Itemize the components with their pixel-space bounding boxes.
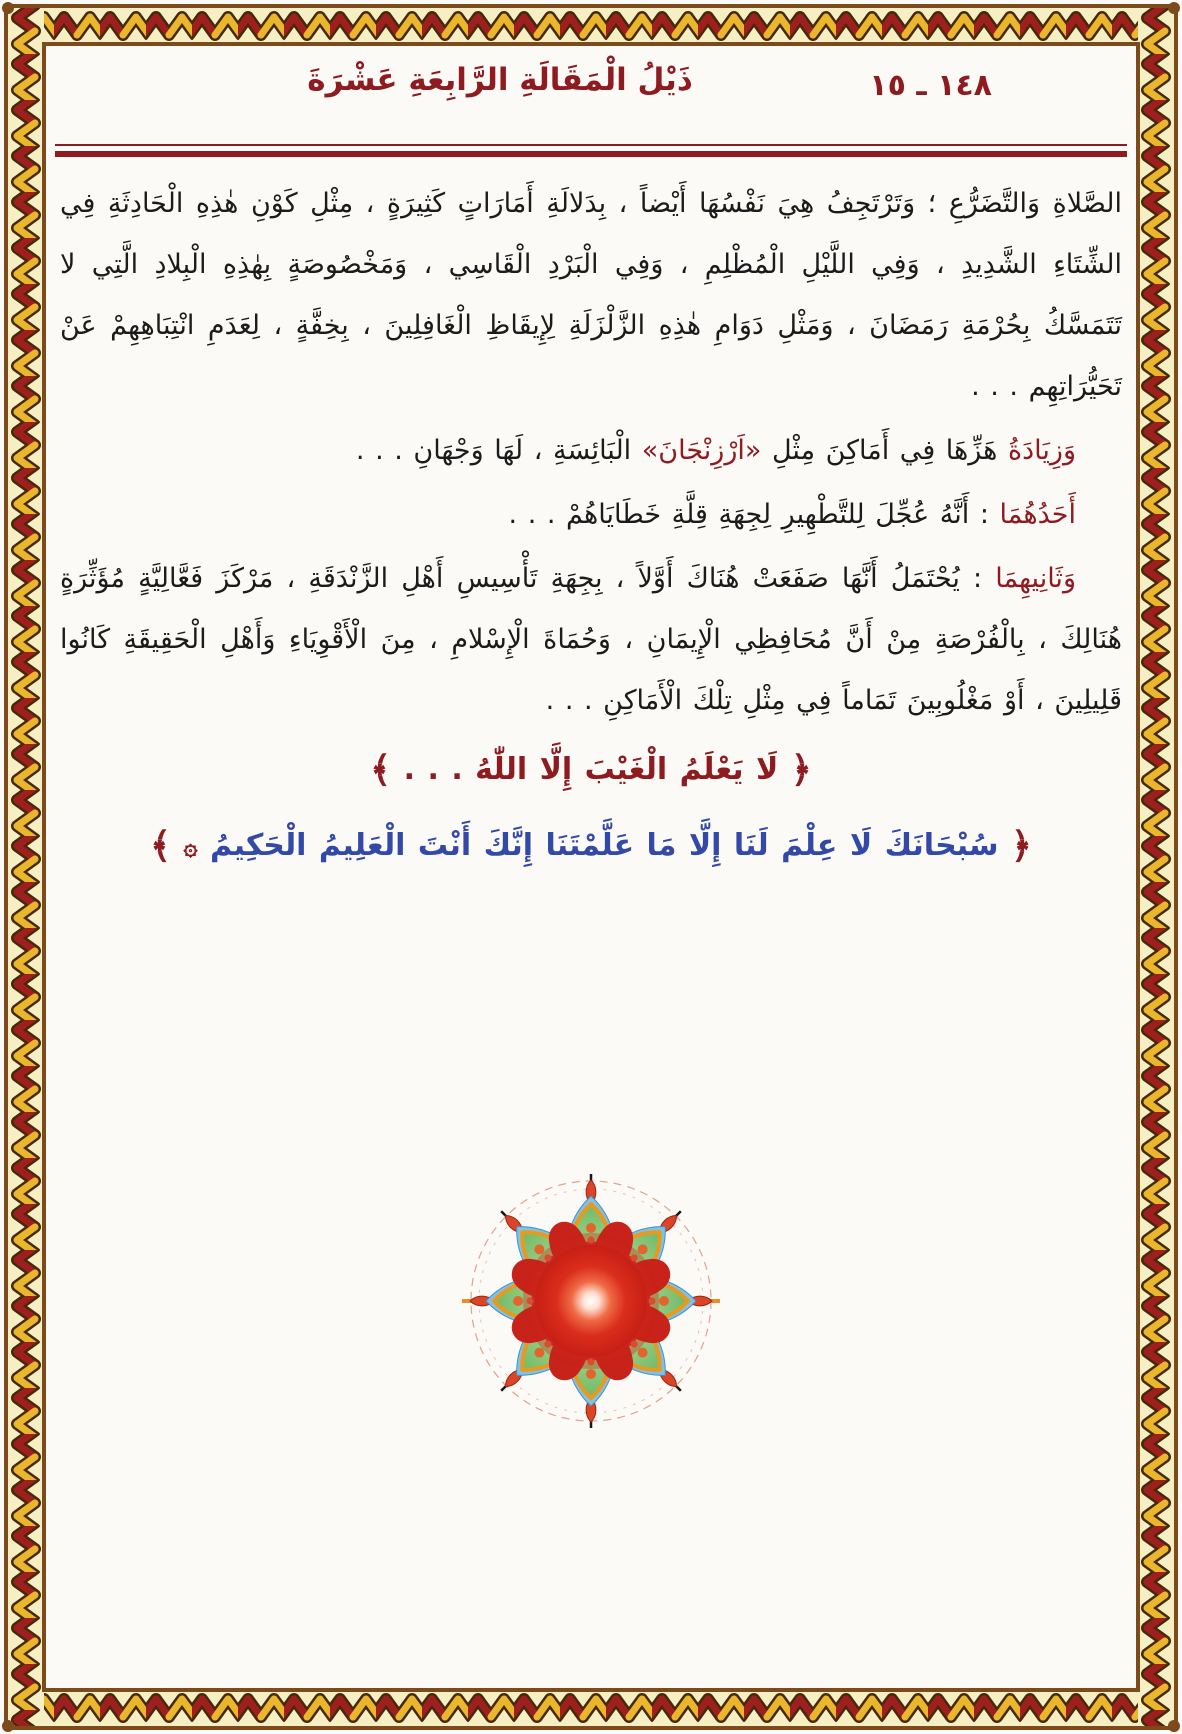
paragraph-2-middle: هَزِّهَا فِي أَمَاكِنَ مِثْلِ bbox=[761, 435, 1008, 466]
ornate-close-bracket-icon: ﴾ bbox=[370, 749, 392, 791]
ornate-close-bracket-icon: ﴾ bbox=[149, 825, 172, 866]
header-divider-thick-line bbox=[55, 151, 1127, 157]
paragraph-2-placename: «اَرْزِنْجَانَ» bbox=[641, 435, 762, 466]
paragraph-3-rest: : أَنَّهُ عُجِّلَ لِلتَّطْهِيرِ لِجِهَةِ قِلَّةِ خَطَايَاهُمْ . . . bbox=[508, 499, 1000, 530]
header-divider bbox=[55, 144, 1127, 157]
page-content bbox=[50, 48, 1132, 1686]
quran-quote-1-text: لَا يَعْلَمُ الْغَيْبَ إِلَّا اللّٰهُ . . . bbox=[403, 752, 779, 787]
paragraph-2-lead: وَزِيَادَةُ bbox=[1008, 435, 1076, 466]
ornate-open-bracket-icon: ﴿ bbox=[790, 749, 812, 791]
paragraph-3-lead: أَحَدُهُمَا bbox=[999, 499, 1076, 530]
quran-quote-1 bbox=[60, 734, 1122, 807]
ornate-open-bracket-icon: ﴿ bbox=[1010, 825, 1032, 866]
paragraph-1: الصَّلاةِ وَالتَّضَرُّعِ ؛ وَتَرْتَجِفُ هِيَ نَفْسُهَا أَيْضاً ، بِدَلالَةِ أَمَارَاتٍ كَثِيرَةٍ ، مِثْلِ كَوْنِ هٰذِهِ الْحَادِثَةِ فِي الشِّتَاءِ الشَّدِيدِ ، وَفِي اللَّيْلِ الْمُظْلِمِ ، وَفِي الْبَرْدِ الْقَاسِي ، وَمَخْصُوصَةٍ بِهٰذِهِ الْبِلادِ الَّتِي لا تَتَمَسَّكُ بِحُرْمَةِ رَمَضَانَ ، وَمَثْلِ دَوَامِ هٰذِهِ الزَّلْزَلَةِ لِإِيقَاظِ الْغَافِلِينَ ، بِخِفَّةٍ ، لِعَدَمِ انْتِبَاهِهِمْ عَنْ تَحَيُّرَاتِهِم . . . bbox=[60, 188, 1122, 402]
rub-el-hizb-rosette-icon: ۞ bbox=[183, 832, 198, 860]
paragraph-2-rest: الْبَائِسَةِ ، لَهَا وَجْهَانِ . . . bbox=[355, 435, 642, 466]
paragraph-4 bbox=[60, 548, 1122, 731]
paragraph-3 bbox=[60, 484, 1122, 545]
page-header bbox=[50, 48, 1132, 144]
paragraph-2 bbox=[60, 420, 1122, 481]
paragraph-4-rest: : يُحْتَمَلُ أَنَّهَا صَفَعَتْ هُنَاكَ أَوَّلاً ، بِجِهَةِ تَأْسِيسِ أَهْلِ الزَّنْدَقَةِ ، مَرْكَزَ فَعَّالِيَّةٍ مُؤَثِّرَةٍ هُنَالِكَ ، بِالْفُرْصَةِ مِنْ أَنَّ مُحَافِظِي الْإِيمَانِ ، وَحُمَاةَ الْإِسْلامِ ، مِنَ الْأَقْوِيَاءِ وَأَهْلِ الْحَقِيقَةِ كَانُوا قَلِيلِينَ ، أَوْ مَغْلُوبِينَ تَمَاماً فِي مِثْلِ تِلْكَ الْأَمَاكِنِ . . . bbox=[60, 563, 1122, 716]
quran-quote-2-text: سُبْحَانَكَ لَا عِلْمَ لَنَا إِلَّا مَا عَلَّمْتَنَا إِنَّكَ أَنْتَ الْعَلِيمُ الْحَكِيمُ bbox=[210, 827, 999, 863]
body-text bbox=[60, 173, 1122, 882]
quran-quote-2 bbox=[60, 810, 1122, 883]
page-title: ذَيْلُ الْمَقَالَةِ الرَّابِعَةِ عَشْرَةَ bbox=[307, 62, 693, 98]
page-number: ١٤٨ ـ ١٥ bbox=[869, 68, 992, 103]
floral-mandala-ornament-icon bbox=[460, 1170, 722, 1432]
paragraph-4-lead: وَثَانِيهِمَا bbox=[995, 563, 1076, 594]
